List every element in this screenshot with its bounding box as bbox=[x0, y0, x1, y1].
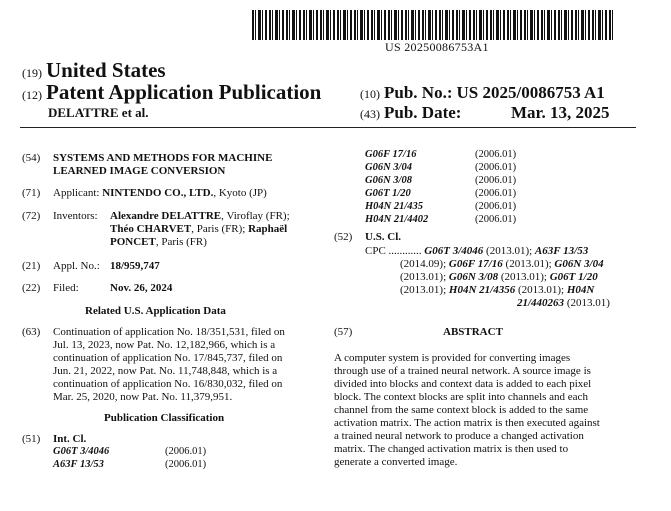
inventors-label: Inventors: bbox=[53, 210, 98, 222]
inventor-2 bbox=[110, 223, 287, 237]
class-code: G06F 17/16 bbox=[365, 149, 417, 160]
related-heading: Related U.S. Application Data bbox=[85, 305, 226, 317]
uscl-code: (52) bbox=[334, 231, 353, 243]
cpc-dots: ............ bbox=[388, 245, 422, 257]
code-19: (19) bbox=[22, 66, 42, 80]
header-line-pubtype bbox=[22, 80, 321, 105]
pub-date-label: Pub. Date: bbox=[384, 103, 462, 122]
filed-date: Nov. 26, 2024 bbox=[110, 282, 173, 294]
inventor-1-name: Alexandre DELATTRE bbox=[110, 210, 222, 222]
barcode bbox=[252, 10, 614, 40]
intcl-label: Int. Cl. bbox=[53, 433, 87, 445]
applicant-location: , Kyoto (JP) bbox=[213, 187, 267, 199]
appl-label: Appl. No.: bbox=[53, 260, 100, 272]
abstract-line-2: through use of a trained neural network. A source image is bbox=[334, 365, 591, 377]
cpc-date: (2013.01); bbox=[500, 271, 547, 283]
abstract-line-8: matrix. The changed activation matrix is then used to bbox=[334, 443, 569, 455]
class-code: G06T 3/4046 bbox=[53, 446, 110, 457]
intcl-row bbox=[365, 175, 565, 188]
code-12: (12) bbox=[22, 88, 42, 102]
country: United States bbox=[46, 58, 166, 82]
class-date: (2006.01) bbox=[475, 162, 517, 173]
cpc-date: (2013.01); bbox=[505, 258, 552, 270]
barcode-number: US 20250086753A1 bbox=[385, 40, 489, 54]
publication-classification-heading: Publication Classification bbox=[104, 412, 225, 424]
class-date: (2006.01) bbox=[475, 201, 517, 212]
abstract-line-4: block. The context blocks are split into channels and each bbox=[334, 391, 588, 403]
inventor-short: DELATTRE et al. bbox=[48, 105, 149, 120]
pub-date: Mar. 13, 2025 bbox=[511, 103, 610, 122]
cpc-date: (2013.01); bbox=[400, 271, 447, 283]
continuation-code: (63) bbox=[22, 326, 41, 338]
inventor-1 bbox=[110, 210, 290, 224]
class-code: H04N 21/435 bbox=[365, 201, 424, 212]
cpc-line-2 bbox=[400, 258, 604, 272]
cpc-line-5 bbox=[517, 297, 610, 311]
continuation-line-6: Mar. 25, 2020, now Pat. No. 11,379,951. bbox=[53, 391, 233, 403]
inventor-2-name: Théo CHARVET bbox=[110, 223, 192, 235]
appl-number: 18/959,747 bbox=[110, 260, 160, 272]
cpc-class: H04N 21/4356 bbox=[448, 284, 516, 296]
intcl-code: (51) bbox=[22, 433, 41, 445]
cpc-line-1 bbox=[365, 245, 588, 259]
class-date: (2006.01) bbox=[475, 188, 517, 199]
cpc-class: 21/440263 bbox=[517, 297, 565, 309]
inventor-2-location: , Paris (FR); bbox=[191, 223, 246, 235]
class-code: G06N 3/08 bbox=[365, 175, 412, 186]
cpc-date: (2013.01); bbox=[400, 284, 447, 296]
cpc-class: G06N 3/04 bbox=[554, 258, 604, 270]
inventor-3-location: , Paris (FR) bbox=[155, 236, 207, 248]
class-date: (2006.01) bbox=[475, 175, 517, 186]
intcl-row bbox=[365, 201, 565, 214]
class-date: (2006.01) bbox=[165, 459, 207, 470]
intcl-row bbox=[365, 214, 565, 227]
cpc-date: (2013.01); bbox=[486, 245, 533, 257]
abstract-line-7: a trained neural network to produce a changed activation bbox=[334, 430, 584, 442]
intcl-row bbox=[365, 188, 565, 201]
appl-code: (21) bbox=[22, 260, 41, 272]
applicant bbox=[53, 187, 267, 201]
inventor-3-name-b: PONCET bbox=[110, 236, 156, 248]
intcl-row bbox=[365, 162, 565, 175]
abstract-line-1: A computer system is provided for converting images bbox=[334, 352, 571, 364]
pub-no: US 2025/0086753 A1 bbox=[456, 83, 605, 102]
intcl-row bbox=[53, 459, 253, 472]
code-43: (43) bbox=[360, 107, 380, 121]
cpc-line-4 bbox=[400, 284, 594, 298]
continuation-line-4: Jun. 21, 2022, now Pat. No. 11,748,848, which is a bbox=[53, 365, 278, 377]
continuation-line-2: Jul. 13, 2023, now Pat. No. 12,182,966, which is a bbox=[53, 339, 276, 351]
applicant-name: NINTENDO CO., LTD. bbox=[102, 187, 214, 199]
class-code: H04N 21/4402 bbox=[365, 214, 429, 225]
abstract-heading: ABSTRACT bbox=[443, 326, 503, 338]
abstract-line-5: channel from the same context block is added to the same bbox=[334, 404, 589, 416]
filed-code: (22) bbox=[22, 282, 41, 294]
continuation-line-3: continuation of application No. 17/845,737, filed on bbox=[53, 352, 283, 364]
class-date: (2006.01) bbox=[165, 446, 207, 457]
title-line-1: SYSTEMS AND METHODS FOR MACHINE bbox=[53, 152, 273, 164]
class-date: (2006.01) bbox=[475, 214, 517, 225]
applicant-code: (71) bbox=[22, 187, 41, 199]
uscl-label: U.S. Cl. bbox=[365, 231, 402, 243]
class-date: (2006.01) bbox=[475, 149, 517, 160]
abstract-line-9: generate a converted image. bbox=[334, 456, 458, 468]
abstract-line-3: divided into blocks and context data is added to each pixel bbox=[334, 378, 592, 390]
cpc-class: A63F 13/53 bbox=[534, 245, 589, 257]
inventor-3 bbox=[110, 236, 207, 250]
header-rule bbox=[20, 127, 636, 128]
continuation-line-1: Continuation of application No. 18/351,531, filed on bbox=[53, 326, 285, 338]
header-pub-date bbox=[360, 103, 461, 123]
intcl-row bbox=[365, 149, 565, 162]
inventor-3-name-a: Raphaël bbox=[248, 223, 288, 235]
class-code: A63F 13/53 bbox=[53, 459, 104, 470]
cpc-class: G06T 3/4046 bbox=[424, 245, 484, 257]
title-line-2: LEARNED IMAGE CONVERSION bbox=[53, 165, 226, 177]
code-10: (10) bbox=[360, 87, 380, 101]
inventor-1-location: , Viroflay (FR); bbox=[221, 210, 290, 222]
title-code: (54) bbox=[22, 152, 41, 164]
cpc-label: CPC bbox=[365, 245, 386, 257]
cpc-class: G06T 1/20 bbox=[549, 271, 598, 283]
pub-no-label: Pub. No.: bbox=[384, 83, 453, 102]
header-pub-no bbox=[360, 83, 605, 103]
abstract-line-6: activation matrix. The action matrix is then executed against bbox=[334, 417, 600, 429]
cpc-date: (2013.01) bbox=[566, 297, 610, 309]
continuation-line-5: continuation of application No. 16/830,032, filed on bbox=[53, 378, 283, 390]
applicant-label: Applicant: bbox=[53, 187, 100, 199]
cpc-date: (2014.09); bbox=[400, 258, 447, 270]
class-code: G06T 1/20 bbox=[365, 188, 411, 199]
abstract-code: (57) bbox=[334, 326, 353, 338]
publication-type: Patent Application Publication bbox=[46, 80, 322, 104]
inventors-code: (72) bbox=[22, 210, 41, 222]
cpc-class: G06F 17/16 bbox=[448, 258, 503, 270]
intcl-row bbox=[53, 446, 253, 459]
cpc-class: H04N bbox=[566, 284, 595, 296]
cpc-line-3 bbox=[400, 271, 598, 285]
class-code: G06N 3/04 bbox=[365, 162, 412, 173]
filed-label: Filed: bbox=[53, 282, 79, 294]
cpc-date: (2013.01); bbox=[517, 284, 565, 296]
cpc-class: G06N 3/08 bbox=[448, 271, 499, 283]
